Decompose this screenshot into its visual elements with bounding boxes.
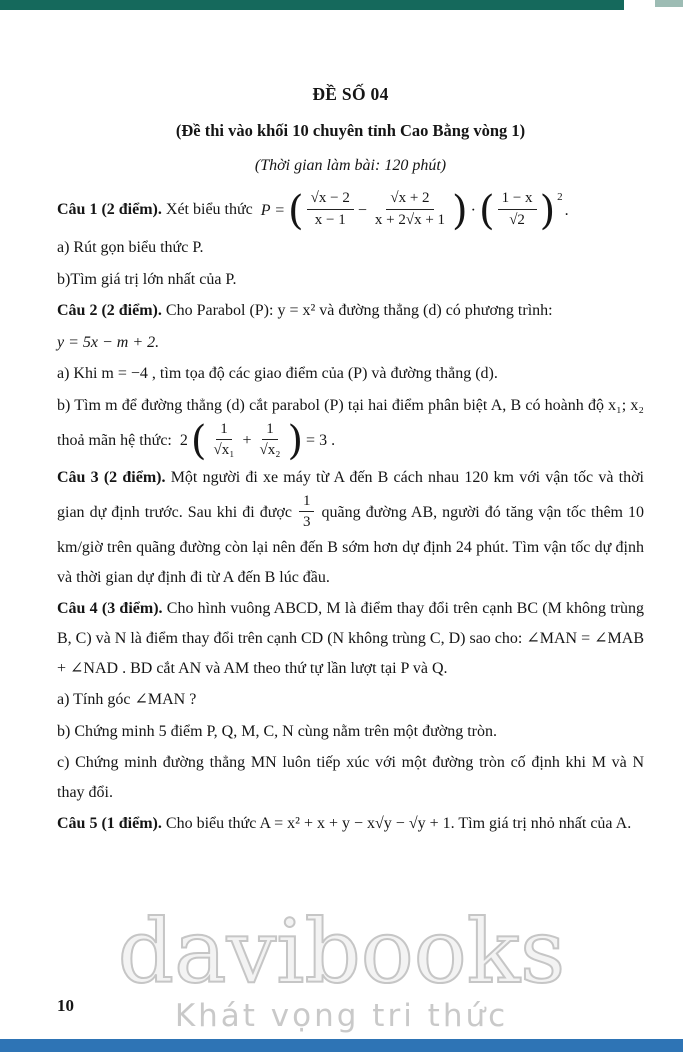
open-paren: (	[288, 187, 304, 234]
watermark	[0, 900, 683, 1034]
question-4-part-a: a) Tính góc ∠MAN ?	[57, 691, 197, 709]
question-5-expression: A = x² + x + y − x√y − √y + 1.	[259, 815, 455, 833]
dot-operator: ·	[470, 201, 476, 219]
question-3-text-2: quãng đường AB, người đó tăng vận tốc thêm 10 km/giờ trên quãng đường còn lại nên đến B sớm hơn dự định 24 phút. Tìm vận tốc dự định và thời gian dự định đi từ A đến B lúc đầu.	[57, 503, 645, 586]
close-paren: )	[287, 417, 304, 464]
plus-sign: +	[242, 432, 252, 449]
question-5-intro: Cho biểu thức	[165, 815, 257, 833]
open-paren: (	[190, 417, 207, 464]
question-4-part-b: b) Chứng minh 5 điểm P, Q, M, C, N cùng nằm trên một đường tròn.	[57, 722, 498, 740]
question-1-part-b: b)Tìm giá trị lớn nhất của P.	[57, 270, 237, 288]
exponent: 2	[557, 190, 563, 203]
question-1-intro: Xét biểu thức	[165, 201, 253, 219]
question-3-label: Câu 3 (2 điểm).	[57, 469, 166, 487]
fraction: $\frac{1 - x}{√2}$	[498, 189, 537, 230]
period: .	[564, 201, 569, 219]
page-bottom-edge-bar	[0, 1039, 683, 1052]
question-5-label: Câu 5 (1 điểm).	[57, 815, 162, 833]
question-1-part-a: a) Rút gọn biểu thức P.	[57, 238, 204, 256]
question-2-part-b	[57, 391, 644, 464]
fraction-one-third: $\frac{1}{3}$	[299, 492, 315, 533]
question-2-equation-line: y = 5x − m + 2.	[57, 333, 160, 351]
question-2	[57, 296, 644, 326]
exam-title: ĐỀ SỐ 04	[312, 84, 389, 104]
fraction: $\frac{√x + 2}{x + 2√x + 1}$	[374, 190, 446, 229]
watermark-slogan: Khát vọng tri thức	[174, 998, 509, 1034]
page-number: 10	[57, 996, 74, 1015]
equals-rhs: = 3 .	[306, 432, 336, 449]
page-top-edge-bar	[0, 0, 624, 10]
question-4	[57, 594, 644, 683]
exam-content	[57, 78, 644, 841]
question-2-formula: 2 ( $\frac{1}{\text{√x₁}}$ + $\frac{1}{\text{√x₂}}$ ) = 3 .	[179, 417, 336, 464]
question-4-part-c: c) Chứng minh đường thẳng MN luôn tiếp xúc với một đường tròn cố định khi M và N thay đổi.	[57, 754, 644, 801]
exam-duration: (Thời gian làm bài: 120 phút)	[254, 156, 447, 174]
question-5	[57, 809, 644, 839]
minus-sign: −	[357, 201, 367, 219]
question-5-task: Tìm giá trị nhỏ nhất của A.	[458, 815, 632, 833]
open-paren: (	[478, 187, 495, 234]
question-3	[57, 463, 644, 592]
exam-subtitle: (Đề thi vào khối 10 chuyên tỉnh Cao Bằng vòng 1)	[175, 121, 526, 141]
question-4-label: Câu 4 (3 điểm).	[57, 600, 163, 618]
close-paren: )	[539, 187, 556, 234]
question-1	[57, 187, 644, 234]
page-top-edge-nub	[655, 0, 683, 7]
question-3-text-1: Một người đi xe máy từ A đến B cách nhau 120 km với vận tốc và thời gian dự định trước. Sau khi đi được	[57, 469, 645, 521]
question-1-label: Câu 1 (2 điểm).	[57, 201, 162, 219]
question-4-text: Cho hình vuông ABCD, M là điểm thay đổi trên cạnh BC (M không trùng B, C) và N là điểm thay đổi trên cạnh CD (N không trùng C, D) sao cho: ∠MAN = ∠MAB + ∠NAD . BD cắt AN và AM theo thứ tự lần lượt tại P và Q.	[57, 600, 644, 677]
fraction: $\frac{√x - 2}{x - 1}$	[307, 189, 354, 230]
question-2-text: Cho Parabol (P): y = x² và đường thẳng (d) có phương trình:	[165, 302, 553, 320]
watermark-logo-text: davibooks	[117, 900, 566, 1003]
close-paren: )	[452, 187, 468, 234]
question-1-formula: P = ( $\frac{√x - 2}{x - 1}$ − $\frac{√x + 2}{x + 2√x + 1}$ ) · ( $\frac{1 - x}{√2}$ ) 2 .	[260, 187, 569, 234]
fraction: $\frac{1}{\text{√x₁}}$	[213, 420, 235, 459]
fraction: $\frac{1}{\text{√x₂}}$	[259, 420, 281, 459]
question-2-part-b-text: b) Tìm m để đường thẳng (d) cắt parabol (P) tại hai điểm phân biệt A, B có hoành độ x₁; x₂ thoả mãn hệ thức:	[57, 396, 644, 449]
question-2-label: Câu 2 (2 điểm).	[57, 302, 162, 320]
question-2-part-a: a) Khi m = −4 , tìm tọa độ các giao điểm của (P) và đường thẳng (d).	[57, 365, 498, 383]
